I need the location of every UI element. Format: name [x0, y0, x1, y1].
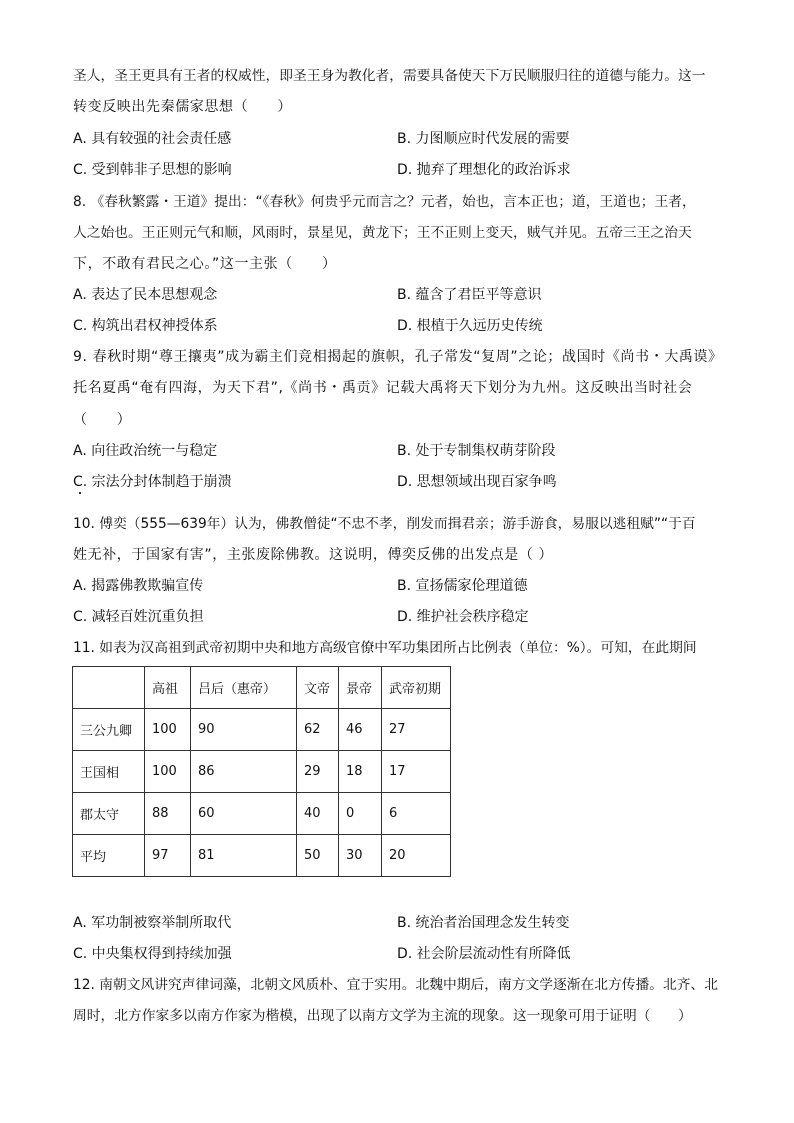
q11-option-b: B. 统治者治国理念发生转变 [397, 915, 570, 931]
table-header-cell: 武帝初期 [382, 667, 451, 709]
table-header-cell: 景帝 [339, 667, 382, 709]
question-11-text-line-1: 11. 如表为汉高祖到武帝初期中央和地方高级官僚中军功集团所占比例表（单位：%）。可知，在此期间 [73, 640, 697, 656]
q9-option-a: A. 向往政治统一与稳定 [73, 443, 218, 459]
table-cell: 86 [191, 751, 297, 793]
table-cell: 20 [382, 835, 451, 877]
question-9-text-line-1: 9. 春秋时期“尊王攘夷”成为霸主们竞相揭起的旗帜，孔子常发“复周”之论；战国时《尚书・大禹谟》 [73, 349, 723, 365]
military-merit-ratio-table [72, 666, 451, 877]
table-cell: 6 [382, 793, 451, 835]
q10-option-a: A. 揭露佛教欺骗宣传 [73, 578, 204, 594]
q10-option-d: D. 维护社会秩序稳定 [397, 609, 529, 625]
table-cell: 60 [191, 793, 297, 835]
question-12-text-line-1: 12. 南朝文风讲究声律词藻，北朝文风质朴、宜于实用。北魏中期后，南方文学逐渐在北方传播。北齐、北 [73, 977, 718, 993]
q9-option-c: C. 宗法分封体制趋于崩溃 [73, 474, 232, 490]
q11-option-a: A. 军功制被察举制所取代 [73, 915, 232, 931]
table-cell: 97 [145, 835, 191, 877]
table-cell: 17 [382, 751, 451, 793]
question-7-text-line-1: 圣人，圣王更具有王者的权威性，即圣王身为教化者，需要具备使天下万民顺服归往的道德与能力。这一 [73, 68, 706, 84]
table-row-label: 郡太守 [73, 793, 145, 835]
table-header-cell: 文帝 [297, 667, 339, 709]
table-row [73, 793, 451, 835]
table-cell: 90 [191, 709, 297, 751]
table-row-label: 平均 [73, 835, 145, 877]
q7-option-d: D. 抛弃了理想化的政治诉求 [397, 162, 571, 178]
q9-option-d: D. 思想领域出现百家争鸣 [397, 474, 557, 490]
table-cell: 100 [145, 751, 191, 793]
table-cell: 62 [297, 709, 339, 751]
table-row [73, 709, 451, 751]
table-cell: 30 [339, 835, 382, 877]
table-cell: 29 [297, 751, 339, 793]
table-header-cell: 吕后（惠帝） [191, 667, 297, 709]
question-10-text-line-1: 10. 傅奕（555—639年）认为，佛教僧徒“不忠不孝，削发而揖君亲；游手游食，易服以逃租赋”“于百 [73, 516, 696, 532]
q10-option-c: C. 减轻百姓沉重负担 [73, 609, 204, 625]
table-header-cell [73, 667, 145, 709]
table-row [73, 835, 451, 877]
q7-option-b: B. 力图顺应时代发展的需要 [397, 131, 570, 147]
table-cell: 100 [145, 709, 191, 751]
q8-option-c: C. 构筑出君权神授体系 [73, 318, 218, 334]
question-8-text-line-2: 人之始也。王正则元气和顺，风雨时，景星见，黄龙下；王不正则上变天，贼气并见。五帝三王之治天 [73, 225, 692, 241]
question-9-text-line-2: 托名夏禹“奄有四海，为天下君”,《尚书・禹贡》记载大禹将天下划分为九州。这反映出当时社会 [73, 380, 693, 396]
question-7-text-line-2: 转变反映出先秦儒家思想（ ） [73, 99, 292, 115]
question-9-text-line-3: （ ） [73, 412, 132, 428]
question-10-text-line-2: 姓无补，于国家有害”，主张废除佛教。这说明，傅奕反佛的出发点是（ ） [73, 547, 554, 563]
table-row [73, 751, 451, 793]
table-cell: 81 [191, 835, 297, 877]
q7-option-a: A. 具有较强的社会责任感 [73, 131, 232, 147]
table-cell: 88 [145, 793, 191, 835]
table-cell: 40 [297, 793, 339, 835]
table-cell: 18 [339, 751, 382, 793]
table-cell: 27 [382, 709, 451, 751]
question-12-text-line-2: 周时，北方作家多以南方作家为楷模，出现了以南方文学为主流的现象。这一现象可用于证明（ ） [73, 1008, 692, 1024]
q8-option-d: D. 根植于久远历史传统 [397, 318, 543, 334]
q9-option-b: B. 处于专制集权萌芽阶段 [397, 443, 556, 459]
q8-option-b: B. 蕴含了君臣平等意识 [397, 287, 542, 303]
question-8-text-line-1: 8. 《春秋繁露・王道》提出：“《春秋》何贵乎元而言之？元者，始也，言本正也；道，王道也；王者， [73, 194, 696, 210]
table-row-label: 王国相 [73, 751, 145, 793]
table-cell: 46 [339, 709, 382, 751]
q11-option-d: D. 社会阶层流动性有所降低 [397, 946, 571, 962]
table-cell: 0 [339, 793, 382, 835]
stray-dot-mark [79, 492, 81, 494]
question-8-text-line-3: 下，不敢有君民之心。”这一主张（ ） [73, 256, 337, 272]
q11-option-c: C. 中央集权得到持续加强 [73, 946, 232, 962]
table-header-row [73, 667, 451, 709]
table-header-cell: 高祖 [145, 667, 191, 709]
q8-option-a: A. 表达了民本思想观念 [73, 287, 218, 303]
table-cell: 50 [297, 835, 339, 877]
q7-option-c: C. 受到韩非子思想的影响 [73, 162, 232, 178]
q10-option-b: B. 宣扬儒家伦理道德 [397, 578, 528, 594]
table-row-label: 三公九卿 [73, 709, 145, 751]
